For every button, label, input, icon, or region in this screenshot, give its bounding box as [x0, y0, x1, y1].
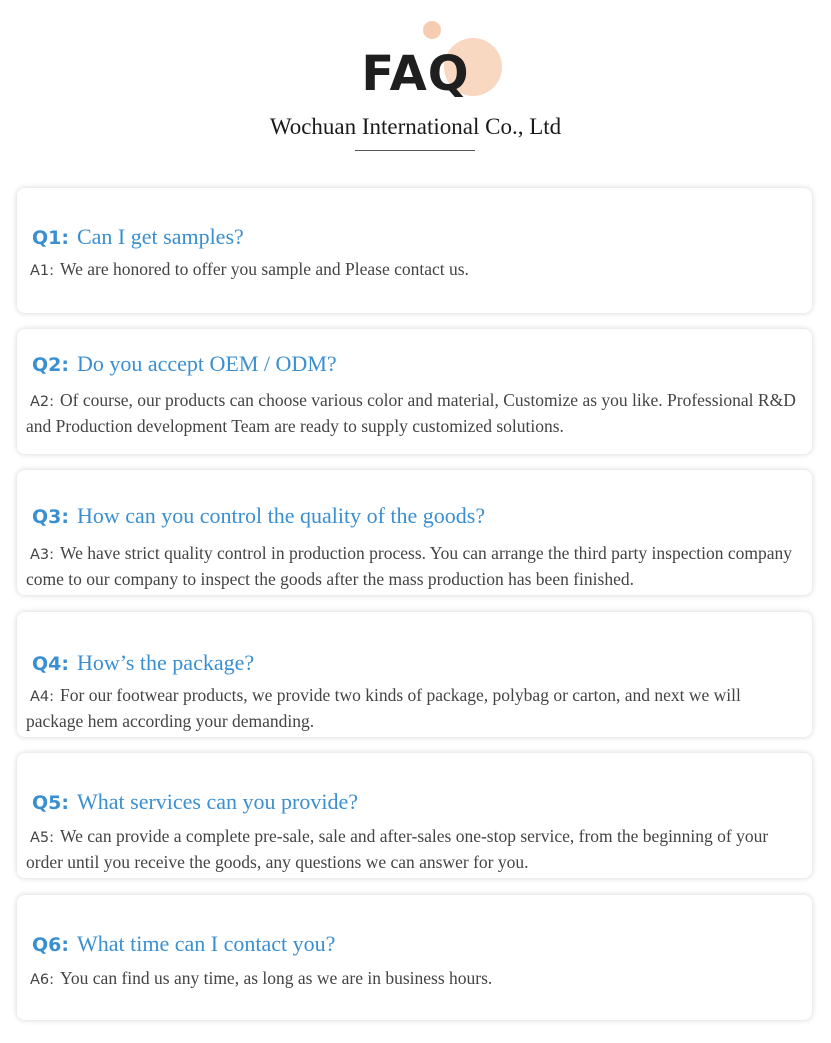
question-text: What services can you provide?	[76, 789, 358, 814]
answer-5	[26, 824, 796, 874]
page-title: FAQ	[361, 46, 470, 102]
question-text: How can you control the quality of the goods?	[76, 503, 486, 528]
decorative-dot-small	[423, 21, 441, 39]
answer-4	[26, 683, 796, 733]
question-text: What time can I contact you?	[76, 931, 336, 956]
answer-text: We have strict quality control in production process. You can arrange the third party inspection company come to our company to inspect the goods after the mass production has been finished.	[26, 543, 792, 589]
question-text: Can I get samples?	[76, 224, 244, 249]
faq-card-1	[17, 188, 812, 313]
faq-card-3	[17, 470, 812, 595]
question-number: Q4:	[32, 653, 69, 675]
company-name: Wochuan International Co., Ltd	[269, 114, 562, 139]
answer-3	[26, 541, 796, 591]
question-1	[32, 224, 244, 250]
question-number: Q3:	[32, 506, 69, 528]
question-2	[32, 351, 337, 377]
faq-card-4	[17, 612, 812, 737]
faq-card-5	[17, 753, 812, 878]
title-divider	[355, 150, 475, 151]
answer-number: A2:	[30, 394, 55, 410]
faq-card-2	[17, 329, 812, 454]
question-number: Q1:	[32, 227, 69, 249]
question-3	[32, 503, 485, 529]
question-6	[32, 931, 335, 957]
answer-number: A3:	[30, 547, 55, 563]
answer-6	[26, 966, 796, 992]
question-5	[32, 789, 358, 815]
answer-text: We are honored to offer you sample and Please contact us.	[60, 259, 469, 279]
question-text: Do you accept OEM / ODM?	[76, 351, 337, 376]
answer-1	[26, 257, 796, 283]
answer-number: A4:	[30, 689, 55, 705]
answer-number: A6:	[30, 972, 55, 988]
answer-text: Of course, our products can choose various color and material, Customize as you like. Professional R&D and Production development Team are ready to supply customized solutions.	[26, 390, 796, 436]
answer-number: A5:	[30, 830, 55, 846]
faq-card-6	[17, 895, 812, 1020]
faq-header	[0, 0, 831, 170]
question-number: Q6:	[32, 934, 69, 956]
question-number: Q2:	[32, 354, 69, 376]
question-number: Q5:	[32, 792, 69, 814]
answer-2	[26, 388, 796, 438]
answer-number: A1:	[30, 263, 55, 279]
answer-text: You can find us any time, as long as we are in business hours.	[60, 968, 493, 988]
answer-text: For our footwear products, we provide two kinds of package, polybag or carton, and next we will package hem according your demanding.	[26, 685, 741, 731]
question-text: How’s the package?	[76, 650, 255, 675]
answer-text: We can provide a complete pre-sale, sale and after-sales one-stop service, from the beginning of your order until you receive the goods, any questions we can answer for you.	[26, 826, 769, 872]
question-4	[32, 650, 254, 676]
